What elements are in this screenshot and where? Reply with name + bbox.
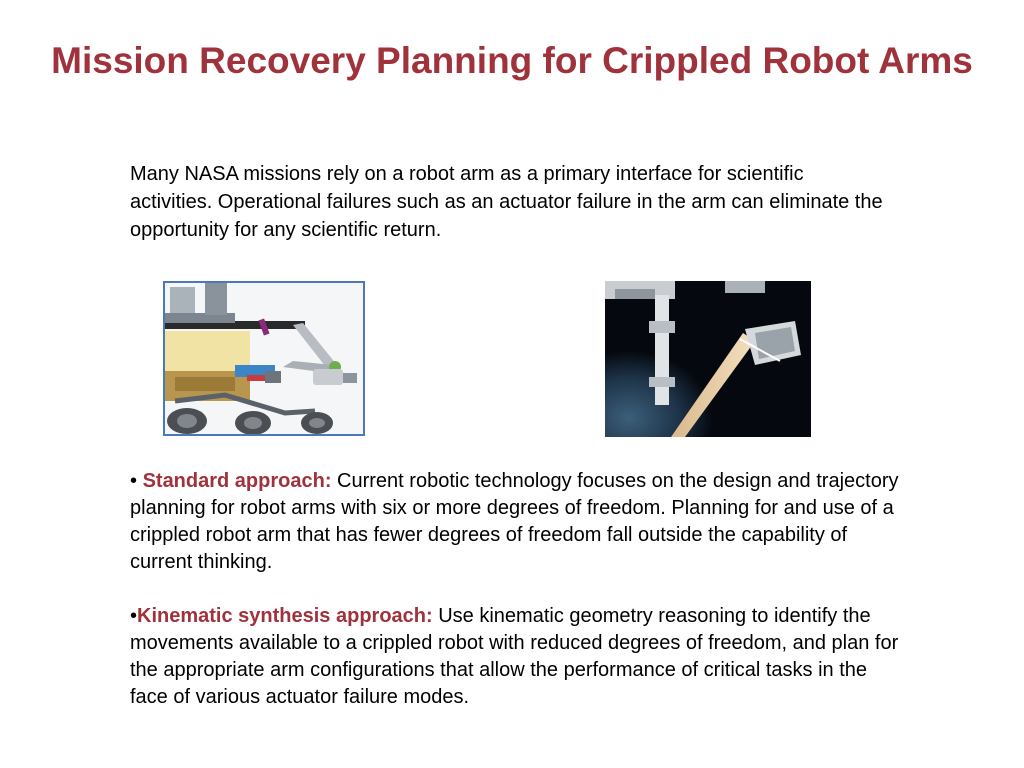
bullet-list xyxy=(130,468,900,738)
bullet-lead: Standard approach: xyxy=(142,470,332,492)
bullet-standard-approach xyxy=(130,468,900,576)
page-title: Mission Recovery Planning for Crippled Robot Arms xyxy=(51,40,973,81)
bullet-lead: Kinematic synthesis approach: xyxy=(137,605,433,627)
bullet-marker: • xyxy=(130,605,138,627)
bullet-text: Use kinematic geometry reasoning to identify the movements available to a crippled robot with reduced degrees of freedom, and plan for the appropriate arm configurations that allow the performance of critical tasks in the face of various actuator failure modes. xyxy=(130,605,899,708)
space-robot-arm-image xyxy=(605,281,811,437)
intro-paragraph: Many NASA missions rely on a robot arm as a primary interface for scientific activities. Operational failures such as an actuator failure in the arm can eliminate the opportunity for any scientific return. xyxy=(130,163,883,241)
rover-robot-arm-image xyxy=(163,281,365,436)
bullet-marker: • xyxy=(130,470,143,492)
bullet-text: Current robotic technology focuses on the design and trajectory planning for robot arms with six or more degrees of freedom. Planning for and use of a crippled robot arm that has fewer degrees of freedom fall outside the capability of current thinking. xyxy=(130,470,899,573)
bullet-kinematic-synthesis xyxy=(130,603,900,711)
